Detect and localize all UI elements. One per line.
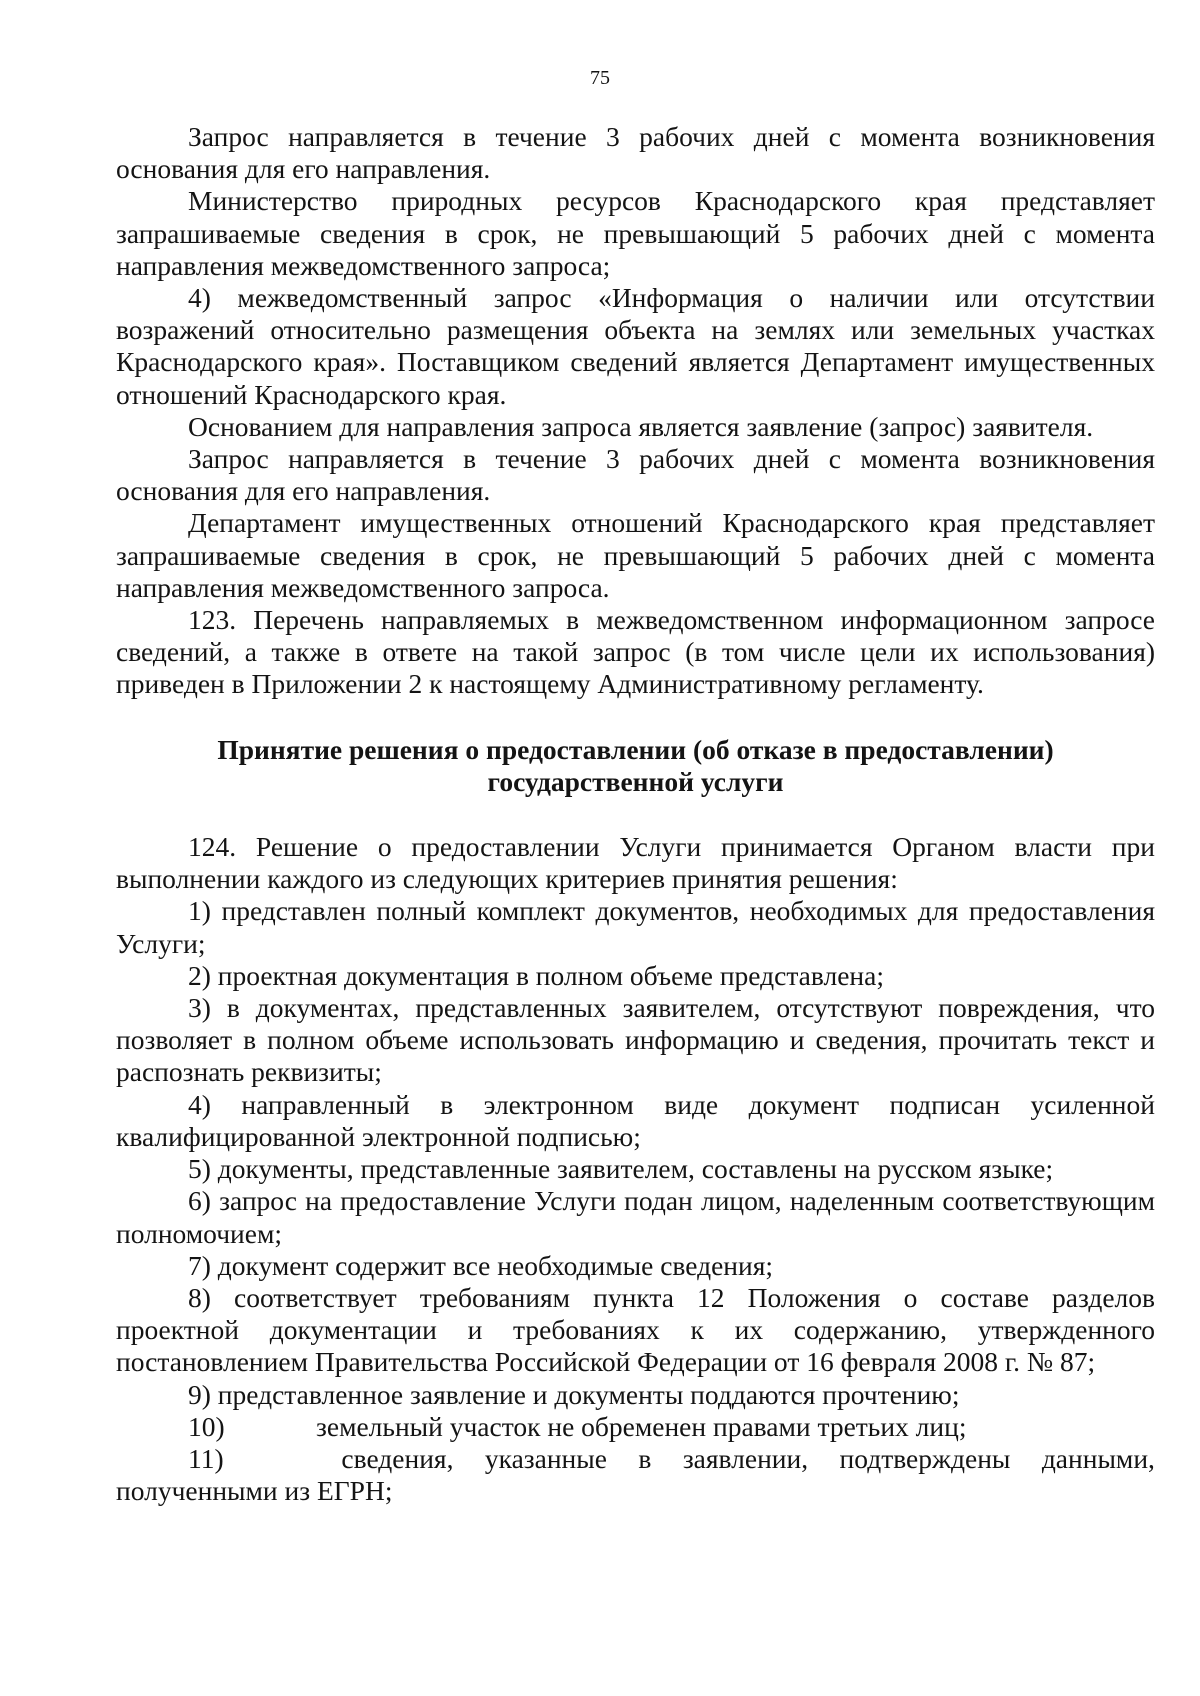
paragraph: 124. Решение о предоставлении Услуги принимается Органом власти при выполнении каждого из следующих критериев принятия решения: (116, 831, 1155, 895)
list-item: 5) документы, представленные заявителем, составлены на русском языке; (188, 1153, 1054, 1185)
paragraph: Министерство природных ресурсов Краснодарского края представляет запрашиваемые сведения в срок, не превышающий 5 рабочих дней с момента направления межведомственного запроса; (116, 185, 1155, 281)
list-item: 9) представленное заявление и документы поддаются прочтению; (188, 1378, 960, 1410)
paragraph: Основанием для направления запроса является заявление (запрос) заявителя. (188, 410, 1094, 442)
list-item: 4) направленный в электронном виде документ подписан усиленной квалифицированной электронной подписью; (116, 1088, 1155, 1152)
section-heading (116, 734, 1155, 798)
list-item-word: подтверждены (839, 1442, 1011, 1474)
section-heading-line: Принятие решения о предоставлении (об отказе в предоставлении) (217, 733, 1054, 765)
list-item: 1) представлен полный комплект документов, необходимых для предоставления Услуги; (116, 895, 1155, 959)
list-item (116, 1411, 1155, 1443)
paragraph: Запрос направляется в течение 3 рабочих дней с момента возникновения основания для его направления. (116, 443, 1155, 507)
list-item: 2) проектная документация в полном объеме представлена; (188, 959, 884, 991)
paragraph: Запрос направляется в течение 3 рабочих дней с момента возникновения основания для его направления. (116, 121, 1155, 185)
list-item: 3) в документах, представленных заявителем, отсутствуют повреждения, что позволяет в полном объеме использовать информацию и сведения, прочитать текст и распознать реквизиты; (116, 992, 1155, 1088)
list-item: 6) запрос на предоставление Услуги подан лицом, наделенным соответствующим полномочием; (116, 1185, 1155, 1249)
list-item-word: указанные (484, 1442, 607, 1474)
list-item-text: земельный участок не обременен правами третьих лиц; (316, 1410, 967, 1442)
list-item-word: в (638, 1442, 652, 1474)
list-item-word: данными, (1041, 1442, 1155, 1474)
list-item-word: сведения, (341, 1442, 454, 1474)
list-item (116, 1443, 1155, 1507)
paragraph: 123. Перечень направляемых в межведомственном информационном запросе сведений, а также в ответе на такой запрос (в том числе цели их использования) приведен в Приложении 2 к настоящему Административному регламенту. (116, 604, 1155, 700)
list-item-word: заявлении, (682, 1442, 809, 1474)
list-item: 8) соответствует требованиям пункта 12 Положения о составе разделов проектной документации и требованиях к их содержанию, утвержденного постановлением Правительства Российской Федерации от 16 февраля 2008 г. № 87; (116, 1281, 1155, 1378)
paragraph: 4) межведомственный запрос «Информация о наличии или отсутствии возражений относительно размещения объекта на землях или земельных участках Краснодарского края». Поставщиком сведений является Департамент имущественных отношений Краснодарского края. (116, 282, 1155, 410)
list-item-continuation: полученными из ЕГРН; (116, 1475, 393, 1507)
section-heading-line: государственной услуги (487, 765, 784, 797)
list-item-number: 11) (188, 1442, 224, 1474)
paragraph: Департамент имущественных отношений Краснодарского края представляет запрашиваемые сведения в срок, не превышающий 5 рабочих дней с момента направления межведомственного запроса. (116, 507, 1155, 603)
page-number: 75 (590, 67, 610, 89)
document-body (116, 121, 1155, 1507)
list-item-first-line (116, 1443, 1155, 1475)
list-item-number: 10) (188, 1410, 225, 1442)
list-item: 7) документ содержит все необходимые сведения; (188, 1249, 774, 1281)
